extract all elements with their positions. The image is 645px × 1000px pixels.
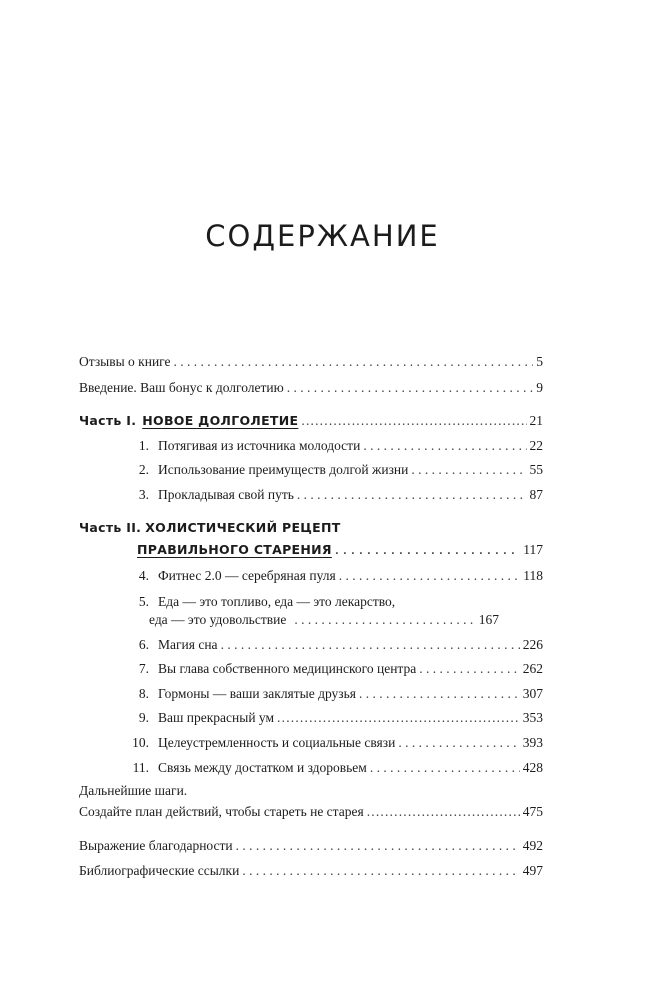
dot-leader (294, 610, 472, 630)
toc-entry-text: Еда — это топливо, еда — это лекарство, (158, 594, 396, 609)
toc-entry-text: Создайте план действий, чтобы стареть не старея (79, 804, 364, 819)
toc-entry-introduction[interactable] (79, 378, 543, 398)
toc-page-number: 5 (536, 354, 543, 369)
toc-page-number: 262 (522, 661, 543, 676)
chapter-number: 2. (138, 462, 149, 477)
toc-entry-text: Целеустремленность и социальные связи (158, 735, 396, 750)
toc-page-number: 428 (522, 760, 543, 775)
dot-leader (335, 540, 520, 560)
toc-chapter-7[interactable] (118, 659, 543, 679)
toc-entry-text: Дальнейшие шаги. (79, 783, 188, 798)
toc-chapter-2[interactable] (118, 460, 543, 480)
dot-leader (370, 758, 520, 778)
toc-entry-text: Гормоны — ваши заклятые друзья (158, 686, 356, 701)
dot-leader (277, 708, 520, 728)
chapter-number: 5. (138, 594, 149, 609)
toc-entry-reviews[interactable] (79, 352, 543, 372)
toc-page-number: 167 (478, 612, 499, 627)
dot-leader (363, 436, 526, 456)
toc-page-number: 117 (523, 542, 543, 557)
chapter-number: 3. (138, 487, 149, 502)
chapter-number: 10. (132, 735, 149, 750)
toc-page-number: 307 (522, 686, 543, 701)
toc-entry-text: Ваш прекрасный ум (158, 710, 275, 725)
toc-chapter-5[interactable] (118, 592, 543, 612)
toc-page-number: 9 (536, 380, 543, 395)
toc-entry-text: Введение. Ваш бонус к долголетию (79, 380, 284, 395)
toc-entry-text: Фитнес 2.0 — серебряная пуля (158, 568, 336, 583)
toc-entry-text: Связь между достатком и здоровьем (158, 760, 367, 775)
dot-leader (287, 378, 534, 398)
toc-page-number: 393 (522, 735, 543, 750)
part-title-line-2: ПРАВИЛЬНОГО СТАРЕНИЯ (137, 542, 332, 557)
dot-leader (398, 733, 519, 753)
chapter-number: 9. (138, 710, 149, 725)
toc-part-1[interactable] (79, 411, 543, 431)
page-title: СОДЕРЖАНИЕ (205, 219, 440, 253)
dot-leader (174, 352, 534, 372)
toc-entry-references[interactable] (79, 861, 543, 881)
toc-chapter-6[interactable] (118, 635, 543, 655)
toc-page-number: 118 (523, 568, 543, 583)
dot-leader (297, 485, 527, 505)
part-title-line-1: ХОЛИСТИЧЕСКИЙ РЕЦЕПТ (145, 520, 341, 535)
toc-entry-acknowledgements[interactable] (79, 836, 543, 856)
toc-chapter-1[interactable] (118, 436, 543, 456)
toc-chapter-10[interactable] (118, 733, 543, 753)
toc-page-number: 497 (522, 863, 543, 878)
toc-next-steps-heading[interactable] (79, 781, 543, 801)
dot-leader (242, 861, 519, 881)
toc-chapter-8[interactable] (118, 684, 543, 704)
chapter-number: 11. (132, 760, 149, 775)
dot-leader (339, 566, 521, 586)
toc-page-number: 475 (522, 804, 543, 819)
dot-leader (419, 659, 520, 679)
toc-page-number: 492 (522, 838, 543, 853)
dot-leader (221, 635, 520, 655)
chapter-number: 8. (138, 686, 149, 701)
chapter-number: 4. (138, 568, 149, 583)
toc-entry-text: Использование преимуществ долгой жизни (158, 462, 409, 477)
dot-leader (359, 684, 520, 704)
chapter-number: 1. (138, 438, 149, 453)
toc-entry-text: Отзывы о книге (79, 354, 171, 369)
toc-entry-text: Вы глава собственного медицинского центра (158, 661, 417, 676)
chapter-number: 6. (138, 637, 149, 652)
toc-page-number: 55 (529, 462, 543, 477)
part-label: Часть II. (79, 520, 142, 535)
part-label: Часть I. (79, 413, 137, 428)
toc-page-number: 87 (529, 487, 543, 502)
dot-leader (236, 836, 520, 856)
toc-chapter-3[interactable] (118, 485, 543, 505)
toc-entry-text: Магия сна (158, 637, 218, 652)
toc-page-number: 21 (529, 413, 543, 428)
toc-page-number: 22 (529, 438, 543, 453)
toc-next-steps[interactable] (79, 802, 543, 822)
toc-part-2[interactable] (79, 518, 543, 538)
part-title: НОВОЕ ДОЛГОЛЕТИЕ (142, 413, 299, 428)
toc-part-2-title-line-2[interactable] (137, 540, 543, 560)
toc-chapter-9[interactable] (118, 708, 543, 728)
toc-chapter-5-continued[interactable] (149, 610, 499, 630)
dot-leader (301, 411, 526, 431)
toc-chapter-4[interactable] (118, 566, 543, 586)
toc-page-number: 226 (522, 637, 543, 652)
toc-entry-text: Прокладывая свой путь (158, 487, 294, 502)
dot-leader (411, 460, 526, 480)
toc-chapter-11[interactable] (118, 758, 543, 778)
chapter-number: 7. (138, 661, 149, 676)
toc-page-number: 353 (522, 710, 543, 725)
toc-entry-text: Библиографические ссылки (79, 863, 240, 878)
toc-entry-text: Выражение благодарности (79, 838, 233, 853)
toc-entry-text-line-2: еда — это удовольствие (149, 612, 287, 627)
dot-leader (367, 802, 520, 822)
toc-entry-text: Потягивая из источника молодости (158, 438, 361, 453)
